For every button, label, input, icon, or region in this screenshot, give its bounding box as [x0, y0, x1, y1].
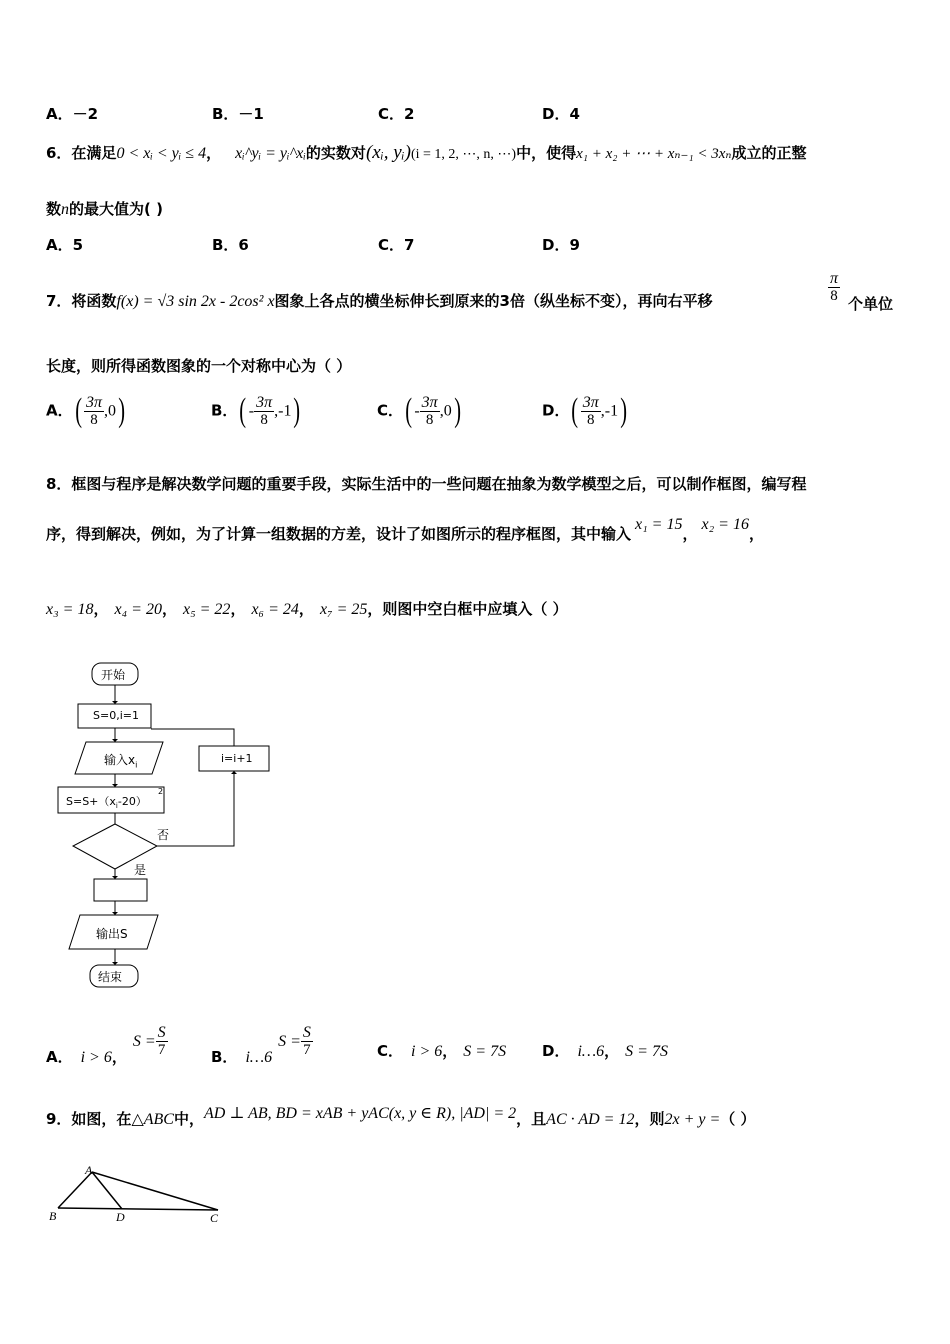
q7-option-den: 8 [90, 411, 98, 428]
q6-cond1: 0 < xᵢ < yᵢ ≤ 4 [116, 145, 207, 162]
q8-option-lhs: S = [278, 1033, 301, 1050]
q8-option-assign: S = 7S [625, 1043, 668, 1060]
q8-option [377, 1024, 507, 1060]
q8-option-sep: ， [111, 1048, 127, 1066]
q7-option-label: A． [46, 401, 73, 420]
q8-option-den: 7 [157, 1042, 166, 1058]
tri-label-b: B [49, 1209, 57, 1223]
tri-label-c: C [210, 1211, 219, 1225]
q9-num: 9．如图，在 [46, 1110, 132, 1128]
q8-x7: x₇ = 25 [319, 601, 368, 618]
q5-option-b: B．－1 [212, 105, 264, 123]
q7-option-num: 3π [421, 393, 438, 411]
q7-option-den: 8 [425, 411, 434, 428]
flow-no-label: 否 [157, 828, 170, 842]
q8-option-num: S [157, 1024, 166, 1041]
flow-update-text: S=S+（x [66, 795, 116, 808]
q9-expr: 2x + y = [664, 1111, 721, 1128]
q9-cond: AD ⊥ AB, BD = xAB + yAC(x, y ∈ R), |AD| = 2 [204, 1105, 517, 1122]
q6-var-n: n [61, 201, 70, 218]
q9-stem [46, 1105, 756, 1129]
q8-option-label: D． [542, 1042, 570, 1060]
flow-update-sub: i [115, 802, 118, 811]
tri-label-d: D [116, 1210, 125, 1224]
q7-option-num: 3π [582, 393, 599, 411]
q8-comma-4: ， [161, 600, 177, 618]
flow-yes-label: 是 [134, 863, 147, 877]
q8-comma-5: ， [230, 600, 246, 618]
flow-update-label [66, 793, 147, 810]
flow-blank-box [94, 879, 147, 901]
q6-sep: ， [206, 144, 222, 162]
flow-end-label: 结束 [98, 970, 123, 984]
q7-option-den: 8 [587, 411, 595, 428]
q8-option [211, 1024, 313, 1066]
q9-text2: 中， [173, 1110, 204, 1128]
q8-option [542, 1024, 668, 1060]
q5-option-c: C．2 [378, 105, 415, 123]
q8-x4: x₄ = 20 [114, 601, 162, 618]
q8-option-num: S [302, 1024, 311, 1041]
q8-line1: 8．框图与程序是解决数学问题的重要手段，实际生活中的一些问题在抽象为数学模型之后，可以制作框图，编写程 [46, 475, 807, 493]
q6-option-c: C．7 [378, 236, 415, 254]
q8-option [46, 1024, 168, 1066]
q8-option-lhs: S = [132, 1033, 156, 1050]
flow-init-label: S=0,i=1 [93, 709, 139, 722]
q8-option-label: A． [46, 1048, 73, 1066]
q7-option-sign: - [414, 402, 420, 420]
flow-inc-label: i=i+1 [221, 752, 253, 765]
q7-option-sign: - [248, 402, 255, 420]
q8-x2: x₂ = 16 [701, 516, 749, 533]
right-paren: ) [620, 392, 628, 429]
right-paren: ) [453, 392, 461, 429]
q6-line2a: 数 [46, 200, 62, 218]
flow-update-sup: 2 [158, 787, 164, 796]
q8-comma-6: ， [298, 600, 314, 618]
q7-option-label: B． [211, 401, 238, 420]
q7-text2: 图象上各点的横坐标伸长到原来的3倍（纵坐标不变），再向右平移 [274, 292, 713, 310]
q6-pair: (xᵢ, yᵢ) [365, 142, 411, 163]
q7-option-num: 3π [256, 393, 273, 411]
q8-option-label: C． [377, 1042, 404, 1060]
q9-text3: ，且 [516, 1110, 547, 1128]
flow-update-tail: -20） [117, 795, 147, 808]
q9-dot: AC · AD = 12 [546, 1111, 635, 1128]
q7-option-label: D． [542, 401, 570, 420]
q8-comma-2: ， [748, 525, 764, 543]
q6-range: (i = 1, 2, ⋯, n, ⋯) [410, 147, 517, 162]
q7-option-label: C． [377, 401, 404, 420]
flow-output-label: 输出S [96, 927, 128, 941]
q9-text4: ，则 [634, 1110, 665, 1128]
q7-num: 7．将函数 [46, 292, 117, 310]
q6-num: 6．在满足 [46, 144, 117, 162]
q8-option-sep: ， [604, 1042, 620, 1060]
q8-option-assign: S = 7S [463, 1043, 507, 1060]
left-paren: ( [74, 392, 82, 429]
q6-text3: 中，使得 [516, 144, 577, 162]
q5-option-a: A．－2 [46, 105, 99, 123]
flow-input-label [104, 751, 137, 769]
loop-back [151, 729, 234, 746]
q8-option-cond: i > 6 [80, 1049, 112, 1066]
q7-option-tail: ,0 [439, 402, 452, 420]
q7-option-tail: ,0 [103, 402, 116, 420]
q6-option-b: B．6 [212, 236, 249, 254]
q8-comma-3: ， [93, 600, 109, 618]
q8-option-den: 7 [303, 1042, 311, 1058]
q5-option-d: D．4 [542, 105, 580, 123]
right-paren: ) [118, 392, 126, 429]
q8-line2-text: 序，得到解决，例如，为了计算一组数据的方差，设计了如图所示的程序框图，其中输入 [46, 525, 632, 543]
q6-cond2: xᵢ^yᵢ = yᵢ^xᵢ [235, 145, 306, 162]
q8-x6: x₆ = 24 [251, 601, 299, 618]
flow-start-label: 开始 [101, 668, 126, 682]
flow-input-text: 输入x [104, 753, 136, 767]
q8-option-label: B． [211, 1048, 238, 1066]
q9-triangle-figure [40, 1160, 240, 1230]
q6-line2b: 的最大值为( ) [69, 200, 163, 218]
flow-input-sub: i [135, 760, 138, 770]
q8-x5: x₅ = 22 [182, 601, 231, 618]
q7-option-den: 8 [260, 411, 268, 428]
q6-ineq: x₁ + x₂ + ⋯ + xₙ₋₁ < 3xₙ [576, 146, 732, 162]
q8-line3-tail: ，则图中空白框中应填入（ ） [367, 600, 568, 618]
q8-x3: x₃ = 18 [46, 601, 94, 618]
left-paren: ( [571, 392, 579, 429]
left-paren: ( [239, 392, 247, 429]
q8-option-cond: i…6 [577, 1043, 605, 1060]
q7-func: f(x) = √3 sin 2x - 2cos² x [116, 293, 275, 310]
right-paren: ) [293, 392, 301, 429]
q7-line2: 长度，则所得函数图象的一个对称中心为（ ） [46, 357, 352, 375]
q7-option-tail: ,-1 [274, 402, 292, 420]
q7-shift-den: 8 [830, 288, 838, 304]
q8-x1: x₁ = 15 [635, 516, 683, 533]
q7-text3: 个单位 [848, 295, 894, 313]
q7-option-num: 3π [85, 393, 102, 411]
q8-option-sep: ， [442, 1042, 458, 1060]
q8-option-cond: i > 6 [411, 1043, 443, 1060]
q6-text2: 的实数对 [305, 144, 366, 162]
q7-shift-num: π [830, 270, 839, 287]
tri-label-a: A [85, 1163, 93, 1177]
q6-option-d: D．9 [542, 236, 580, 254]
q7-option-tail: ,-1 [600, 402, 619, 420]
q6-text4: 成立的正整 [731, 144, 807, 162]
q9-tri: △ABC [131, 1111, 174, 1128]
q9-text5: （ ） [720, 1110, 756, 1128]
q8-comma-1: ， [682, 525, 698, 543]
q6-option-a: A．5 [46, 236, 84, 254]
q8-option-cond: i…6 [245, 1049, 273, 1066]
left-paren: ( [405, 392, 413, 429]
